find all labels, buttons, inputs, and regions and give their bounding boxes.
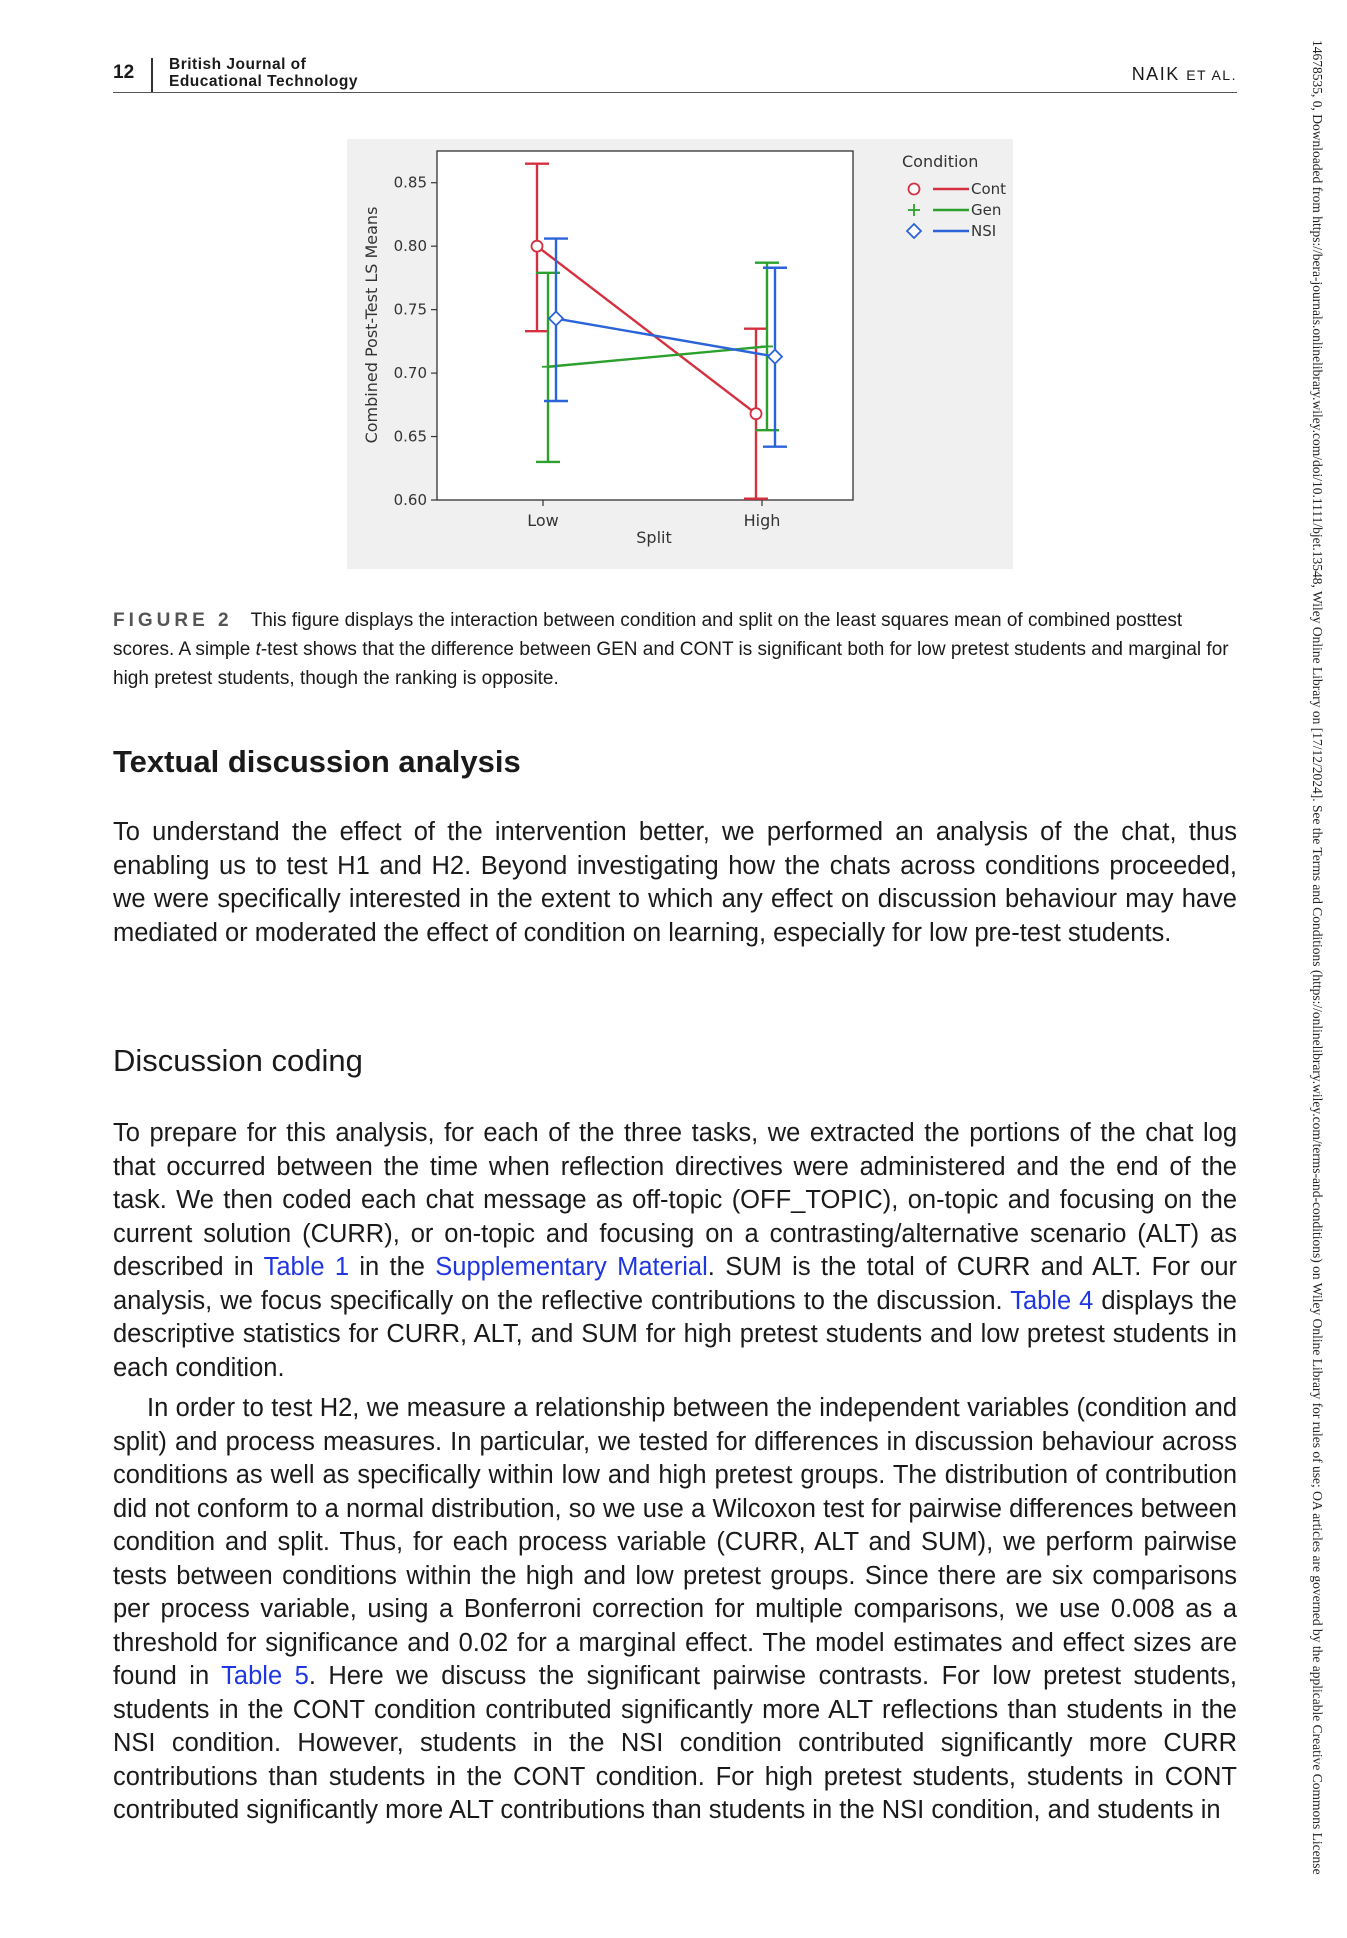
data-point-diamond <box>907 224 921 238</box>
interaction-plot <box>347 139 1013 569</box>
running-author <box>1132 64 1237 85</box>
legend-entry-gen: Gen <box>971 201 1002 219</box>
caption-text-1: This figure displays the interaction between condition and split on the least squares mean of combined posttest scores. A simple <box>113 610 1183 660</box>
section-title: Textual discussion analysis <box>113 744 521 779</box>
plot-frame <box>437 151 853 500</box>
page-number: 12 <box>113 62 135 83</box>
y-tick-label: 0.60 <box>393 491 427 509</box>
header-divider <box>151 58 153 92</box>
data-point-circle <box>909 184 920 195</box>
paragraph-2-text-1: To prepare for this analysis, for each of the three tasks, we extracted the portions of the chat log that occurred between the time when reflection directives were administered and the end of the task. We then coded each chat message as off-topic (OFF_TOPIC), on-topic and focusing on the current solution (CURR), or on-topic and focusing on a contrasting/alternative scenario (ALT) as described in <box>113 1119 1237 1281</box>
data-point-circle <box>532 241 543 252</box>
supplementary-material-link[interactable]: Supplementary Material <box>435 1253 708 1281</box>
paragraph-1: To understand the effect of the intervention better, we performed an analysis of the chat, thus enabling us to test H1 and H2. Beyond investigating how the chats across conditions proceeded, we were specifically interested in the extent to which any effect on discussion behaviour may have mediated or moderated the effect of condition on learning, especially for low pre-test students. <box>113 818 1237 947</box>
legend-title: Condition <box>902 152 979 171</box>
journal-name <box>169 56 358 90</box>
data-point-plus <box>908 204 920 216</box>
figure-2-chart <box>347 139 1013 569</box>
caption-italic: t <box>255 639 261 660</box>
y-tick-label: 0.85 <box>393 173 427 192</box>
x-tick-label: Low <box>527 511 559 530</box>
caption-text-2: -test shows that the difference between GEN and CONT is significant both for low pretest students and marginal for high pretest students, though the ranking is opposite. <box>113 639 1229 689</box>
paragraph-3-text-2: . Here we discuss the significant pairwise contrasts. For low pretest students, students in the CONT condition contributed significantly more ALT reflections than students in the NSI condition. However, students in the NSI condition contributed significantly more CURR contributions than students in the CONT condition. For high pretest students, students in CONT contributed significantly more ALT contributions than students in the NSI condition, and students in <box>113 1662 1238 1824</box>
y-tick-label: 0.75 <box>393 300 427 319</box>
table-4-link[interactable]: Table 4 <box>1010 1286 1094 1315</box>
y-tick-label: 0.65 <box>393 427 427 446</box>
paragraph-3 <box>113 1392 1237 1828</box>
paragraph-2-text-3: . SUM is the total of CURR and ALT. For our analysis, we focus specifically on the reflective contributions to the discussion. <box>113 1253 1238 1315</box>
author-suffix: ET AL. <box>1186 67 1237 83</box>
legend-entry-cont: Cont <box>971 180 1007 198</box>
y-axis-label: Combined Post-Test LS Means <box>362 206 381 444</box>
table-5-link[interactable]: Table 5 <box>221 1662 309 1690</box>
legend <box>902 152 1006 240</box>
paragraph-2-text-2: in the <box>349 1253 436 1281</box>
figure-label: FIGURE 2 <box>113 610 233 631</box>
subsection-title: Discussion coding <box>113 1043 363 1078</box>
page-header <box>113 56 1237 93</box>
table-1-link[interactable]: Table 1 <box>263 1253 350 1281</box>
data-point-circle <box>751 408 762 419</box>
paragraph-2 <box>113 1117 1237 1385</box>
y-tick-label: 0.70 <box>393 364 427 383</box>
paragraph-2-text-4: displays the descriptive statistics for CURR, ALT, and SUM for high pretest students and low pretest students in each condition. <box>113 1286 1237 1382</box>
legend-entry-nsi: NSI <box>971 222 997 240</box>
author-name: NAIK <box>1131 64 1180 84</box>
journal-name-line1: British Journal of <box>169 56 307 73</box>
journal-name-line2: Educational Technology <box>169 73 358 90</box>
x-tick-label: High <box>743 511 781 530</box>
paragraph-3-text-1: In order to test H2, we measure a relationship between the independent variables (condition and split) and process measures. In particular, we tested for differences in discussion behaviour across conditions as well as specifically within low and high pretest groups. The distribution of contribution did not conform to a normal distribution, so we use a Wilcoxon test for pairwise differences between condition and split. Thus, for each process variable (CURR, ALT and SUM), we perform pairwise tests between conditions within the high and low pretest groups. Since there are six comparisons per process variable, using a Bonferroni correction for multiple comparisons, we use 0.008 as a threshold for significance and 0.02 for a marginal effect. The model estimates and effect sizes are found in <box>113 1394 1237 1690</box>
y-tick-label: 0.80 <box>393 237 427 256</box>
x-axis-label: Split <box>636 528 672 547</box>
figure-caption <box>113 606 1237 693</box>
side-download-banner: 14678535, 0, Downloaded from https://bera-journals.onlinelibrary.wiley.com/doi/10.1111/bjet.13548, Wiley Online Library on [17/12/2024]. See the Terms and Conditions (https://onlinelibrary.wiley.com/terms-and-conditions) on Wiley Online Library for rules of use; OA articles are governed by the applicable Creative Commons License <box>1310 40 1325 1875</box>
